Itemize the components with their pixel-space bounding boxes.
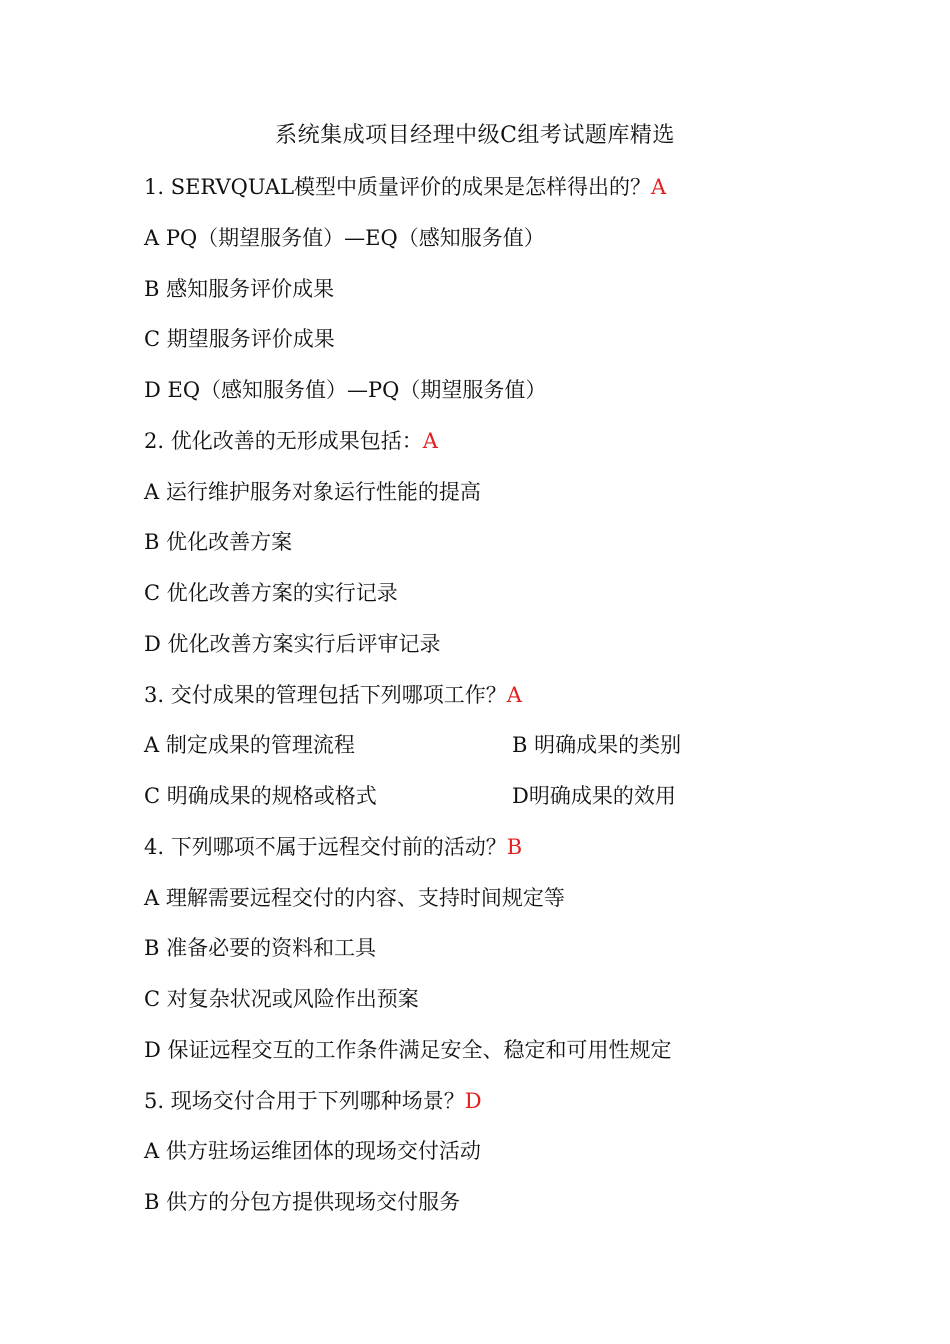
option-c: C 明确成果的规格或格式 [144, 784, 377, 808]
question-1-stem [144, 172, 666, 202]
document-title: 系统集成项目经理中级C组考试题库精选 [275, 123, 675, 148]
question-3-stem [144, 680, 522, 710]
option-b: B 感知服务评价成果 [144, 277, 335, 301]
option-a: A 供方驻场运维团体的现场交付活动 [144, 1139, 481, 1163]
option-a: A PQ（期望服务值）—EQ（感知服务值） [144, 226, 545, 250]
answer-key: D [464, 1089, 482, 1113]
question-4-stem [144, 832, 522, 862]
answer-key: A [506, 683, 522, 707]
option-a: A 运行维护服务对象运行性能的提高 [144, 480, 481, 504]
answer-key: B [506, 835, 523, 859]
question-5-stem [144, 1086, 482, 1116]
option-c: C 优化改善方案的实行记录 [144, 581, 398, 605]
option-a: A 理解需要远程交付的内容、支持时间规定等 [144, 886, 565, 910]
option-d: D 保证远程交互的工作条件满足安全、稳定和可用性规定 [144, 1038, 672, 1062]
question-text: 3. 交付成果的管理包括下列哪项工作？ [144, 683, 507, 707]
option-b: B 明确成果的类别 [512, 733, 682, 757]
question-text: 2. 优化改善的无形成果包括： [144, 429, 423, 453]
option-b: B 准备必要的资料和工具 [144, 936, 377, 960]
option-d: D明确成果的效用 [512, 784, 676, 808]
question-text: 1. SERVQUAL模型中质量评价的成果是怎样得出的？ [144, 175, 652, 199]
option-c: C 对复杂状况或风险作出预案 [144, 987, 419, 1011]
question-2-stem [144, 426, 438, 456]
answer-key: A [422, 429, 438, 453]
option-d: D EQ（感知服务值）—PQ（期望服务值） [144, 378, 547, 402]
option-b: B 优化改善方案 [144, 530, 293, 554]
option-a: A 制定成果的管理流程 [144, 733, 355, 757]
option-b: B 供方的分包方提供现场交付服务 [144, 1190, 461, 1214]
question-text: 4. 下列哪项不属于远程交付前的活动？ [144, 835, 507, 859]
option-c: C 期望服务评价成果 [144, 327, 335, 351]
answer-key: A [651, 175, 667, 199]
question-text: 5. 现场交付合用于下列哪种场景？ [144, 1089, 465, 1113]
option-d: D 优化改善方案实行后评审记录 [144, 632, 441, 656]
